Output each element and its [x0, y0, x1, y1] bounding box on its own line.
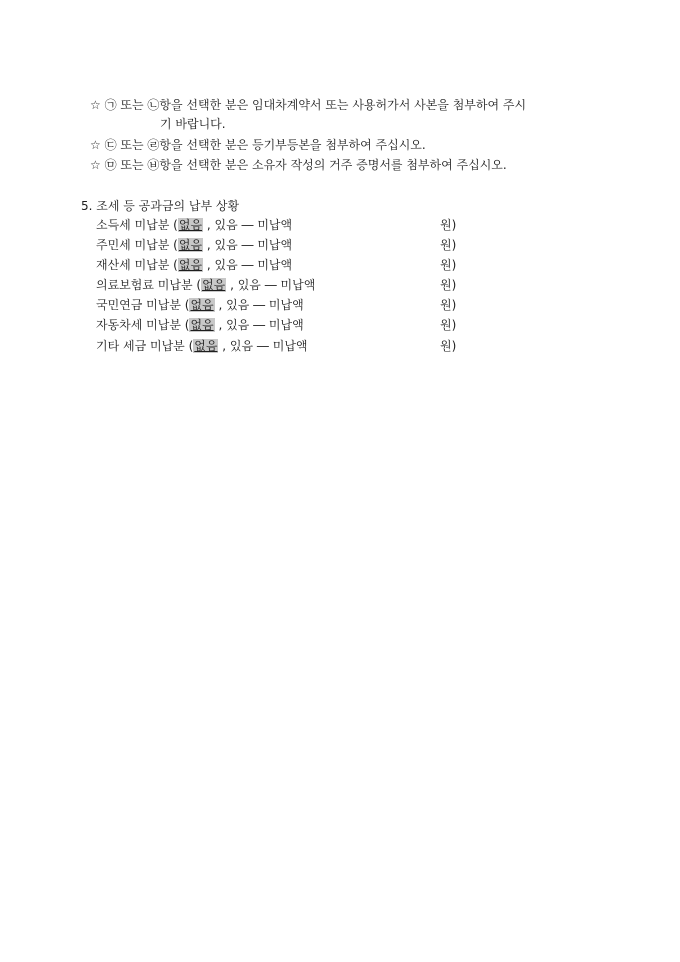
won-unit: 원): [440, 238, 457, 252]
none-option: 없음: [194, 339, 218, 353]
tax-label: 주민세 미납분 (: [96, 238, 178, 252]
none-option: 없음: [178, 258, 203, 272]
tax-row-national-pension: [96, 297, 476, 315]
tax-label: 국민연금 미납분 (: [96, 298, 190, 312]
won-unit: 원): [440, 278, 457, 292]
note-1-line-2: 기 바랍니다.: [160, 117, 226, 131]
unpaid-text: , 있음 ― 미납액: [203, 218, 293, 232]
tax-label: 소득세 미납분 (: [96, 218, 178, 232]
tax-label: 재산세 미납분 (: [96, 258, 178, 272]
unpaid-text: , 있음 ― 미납액: [214, 298, 304, 312]
tax-row-vehicle: [96, 317, 476, 335]
tax-label: 기타 세금 미납분 (: [96, 339, 194, 353]
won-unit: 원): [440, 258, 457, 272]
none-option: 없음: [202, 278, 226, 292]
unpaid-text: , 있음 ― 미납액: [214, 318, 304, 332]
tax-label: 자동차세 미납분 (: [96, 318, 190, 332]
tax-row-other: [96, 338, 476, 356]
note-1-line-1: ☆ ㉠ 또는 ㉡항을 선택한 분은 임대차계약서 또는 사용허가서 사본을 첨부하여 주시: [90, 98, 527, 112]
tax-row-income: [96, 217, 476, 235]
won-unit: 원): [440, 218, 457, 232]
none-option: 없음: [190, 318, 214, 332]
won-unit: 원): [440, 318, 457, 332]
note-2: ☆ ㉢ 또는 ㉣항을 선택한 분은 등기부등본을 첨부하여 주십시오.: [90, 138, 426, 152]
tax-label: 의료보험료 미납분 (: [96, 278, 202, 292]
unpaid-text: , 있음 ― 미납액: [203, 258, 293, 272]
note-3: ☆ ㉤ 또는 ㉥항을 선택한 분은 소유자 작성의 거주 증명서를 첨부하여 주십시오.: [90, 158, 507, 172]
section-title: 5. 조세 등 공과금의 납부 상황: [81, 199, 240, 213]
tax-row-property: [96, 257, 476, 275]
won-unit: 원): [440, 298, 457, 312]
unpaid-text: , 있음 ― 미납액: [203, 238, 293, 252]
unpaid-text: , 있음 ― 미납액: [226, 278, 316, 292]
unpaid-text: , 있음 ― 미납액: [218, 339, 308, 353]
none-option: 없음: [178, 238, 203, 252]
won-unit: 원): [440, 339, 457, 353]
none-option: 없음: [178, 218, 203, 232]
tax-row-health-insurance: [96, 277, 476, 295]
tax-row-resident: [96, 237, 476, 255]
none-option: 없음: [190, 298, 214, 312]
